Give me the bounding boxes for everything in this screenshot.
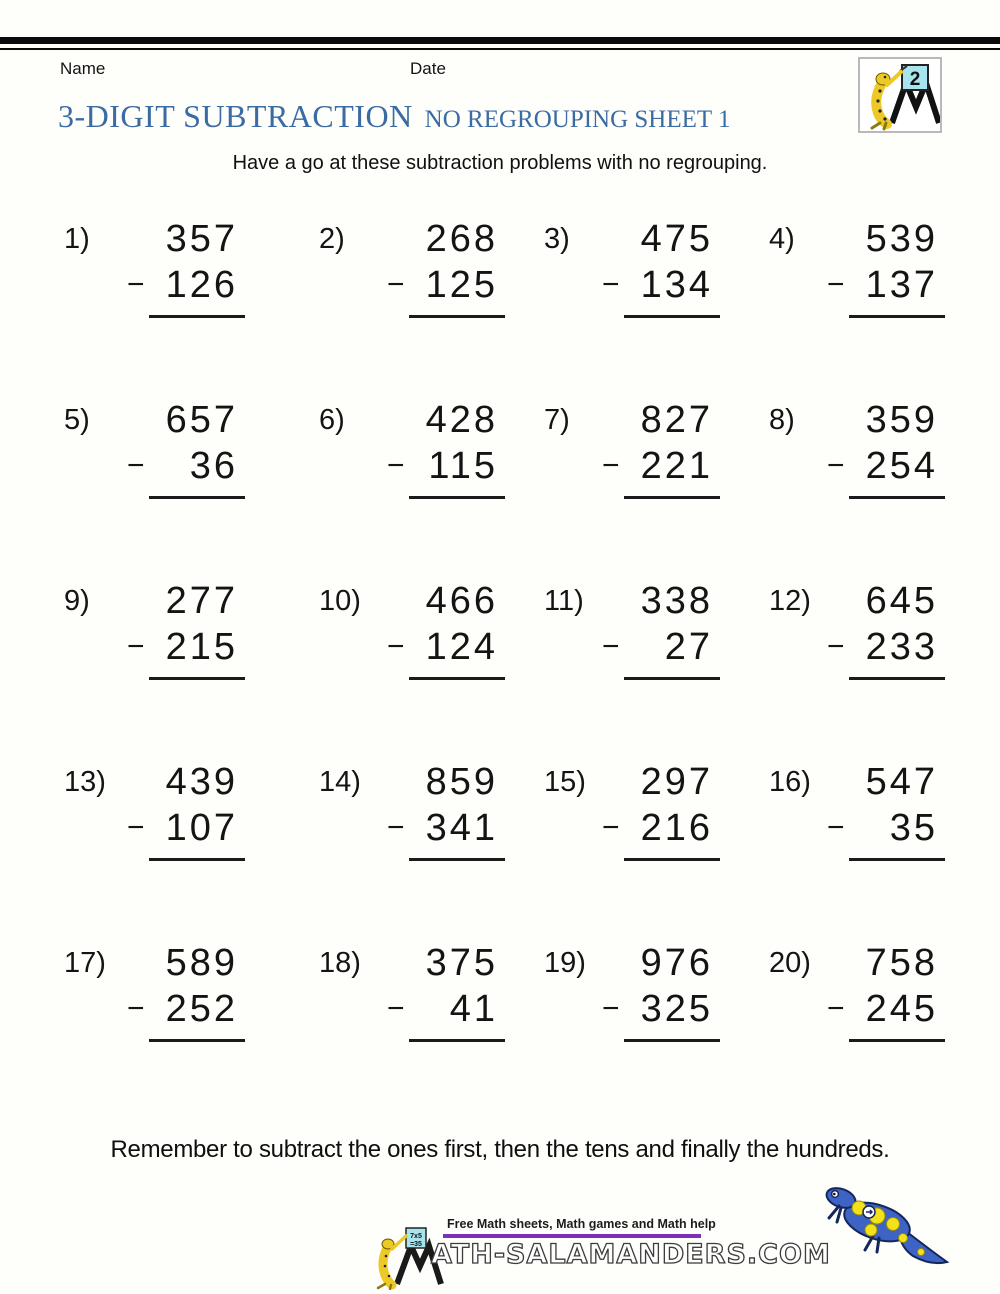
minuend: 357 — [165, 218, 238, 260]
minus-sign: − — [602, 992, 620, 1025]
subtraction-problem — [60, 940, 238, 1042]
subtrahend: 254 — [865, 445, 938, 487]
minuend: 375 — [425, 942, 498, 984]
problem-number: 16) — [769, 766, 811, 798]
problem-number: 3) — [544, 223, 570, 255]
subtrahend: 134 — [640, 264, 713, 306]
minuend: 428 — [425, 399, 498, 441]
minus-sign: − — [127, 811, 145, 844]
minus-sign: − — [387, 630, 405, 663]
problem-number: 11) — [544, 585, 584, 617]
minus-sign: − — [827, 268, 845, 301]
answer-line — [849, 854, 945, 861]
answer-line — [149, 311, 245, 318]
problem-number: 8) — [769, 404, 795, 436]
minuend: 539 — [865, 218, 938, 260]
subtraction-problem — [315, 940, 498, 1042]
answer-line — [624, 854, 720, 861]
footer-tagline: Free Math sheets, Math games and Math help — [447, 1217, 716, 1231]
subtraction-problem — [60, 397, 238, 499]
problem-number: 6) — [319, 404, 345, 436]
name-label: Name — [60, 59, 106, 78]
minus-sign: − — [387, 449, 405, 482]
minuend: 859 — [425, 761, 498, 803]
answer-line — [849, 673, 945, 680]
minus-sign: − — [127, 268, 145, 301]
subtrahend: 41 — [449, 988, 498, 1030]
subtraction-problem — [315, 216, 498, 318]
badge-number: 2 — [909, 69, 921, 90]
problem-number: 9) — [64, 585, 90, 617]
subtraction-problem — [540, 397, 713, 499]
minus-sign: − — [827, 630, 845, 663]
brand-logo-badge — [858, 57, 942, 133]
problem-number: 10) — [319, 585, 361, 617]
subtrahend: 215 — [165, 626, 238, 668]
minus-sign: − — [602, 268, 620, 301]
subtrahend: 125 — [425, 264, 498, 306]
subtrahend: 341 — [425, 807, 498, 849]
minus-sign: − — [387, 811, 405, 844]
answer-line — [149, 1035, 245, 1042]
page-title-sub: NO REGROUPING SHEET 1 — [424, 106, 731, 133]
minuend: 657 — [165, 399, 238, 441]
footer-site-name: ATH-SALAMANDERS.COM — [431, 1239, 831, 1270]
subtraction-problem — [315, 759, 498, 861]
answer-line — [409, 1035, 505, 1042]
answer-line — [409, 492, 505, 499]
salamander-easel-icon — [860, 59, 940, 131]
subtrahend: 233 — [865, 626, 938, 668]
subtrahend: 126 — [165, 264, 238, 306]
minus-sign: − — [127, 992, 145, 1025]
minus-sign: − — [827, 811, 845, 844]
problem-number: 4) — [769, 223, 795, 255]
subtrahend: 107 — [165, 807, 238, 849]
answer-line — [409, 854, 505, 861]
subtrahend: 252 — [165, 988, 238, 1030]
problem-number: 15) — [544, 766, 586, 798]
problems-grid — [60, 216, 940, 1042]
minuend: 475 — [640, 218, 713, 260]
subtraction-problem — [540, 940, 713, 1042]
minuend: 758 — [865, 942, 938, 984]
subtrahend: 27 — [664, 626, 713, 668]
subtraction-problem — [540, 759, 713, 861]
problem-number: 12) — [769, 585, 811, 617]
minus-sign: − — [387, 268, 405, 301]
blue-salamander-illustration — [815, 1172, 965, 1272]
page-title-main: 3-DIGIT SUBTRACTION — [58, 98, 413, 134]
answer-line — [849, 311, 945, 318]
subtraction-problem — [540, 216, 713, 318]
svg-text:=35: =35 — [410, 1241, 422, 1248]
answer-line — [149, 854, 245, 861]
subtrahend: 221 — [640, 445, 713, 487]
subtraction-problem — [60, 578, 238, 680]
subtraction-problem — [315, 578, 498, 680]
subtraction-problem — [765, 397, 938, 499]
problem-number: 7) — [544, 404, 570, 436]
subtrahend: 137 — [865, 264, 938, 306]
problem-number: 20) — [769, 947, 811, 979]
minus-sign: − — [387, 992, 405, 1025]
minuend: 589 — [165, 942, 238, 984]
minus-sign: − — [602, 811, 620, 844]
problem-number: 18) — [319, 947, 361, 979]
problem-number: 1) — [64, 223, 90, 255]
page-title — [58, 98, 730, 135]
answer-line — [409, 673, 505, 680]
reminder-text: Remember to subtract the ones first, then the tens and finally the hundreds. — [110, 1136, 890, 1163]
answer-line — [149, 492, 245, 499]
minuend: 277 — [165, 580, 238, 622]
svg-text:7x5: 7x5 — [410, 1233, 422, 1240]
answer-line — [149, 673, 245, 680]
subtraction-problem — [765, 940, 938, 1042]
footer-divider — [443, 1234, 701, 1238]
minuend: 827 — [640, 399, 713, 441]
minus-sign: − — [602, 630, 620, 663]
minuend: 976 — [640, 942, 713, 984]
subtraction-problem — [315, 397, 498, 499]
minuend: 547 — [865, 761, 938, 803]
answer-line — [624, 311, 720, 318]
minus-sign: − — [127, 630, 145, 663]
answer-line — [849, 492, 945, 499]
answer-line — [409, 311, 505, 318]
problem-number: 13) — [64, 766, 106, 798]
subtrahend: 124 — [425, 626, 498, 668]
minuend: 439 — [165, 761, 238, 803]
problem-number: 5) — [64, 404, 90, 436]
subtrahend: 325 — [640, 988, 713, 1030]
problem-number: 14) — [319, 766, 361, 798]
minuend: 297 — [640, 761, 713, 803]
subtrahend: 35 — [889, 807, 938, 849]
problem-number: 17) — [64, 947, 106, 979]
subtraction-problem — [60, 216, 238, 318]
minuend: 466 — [425, 580, 498, 622]
minuend: 268 — [425, 218, 498, 260]
answer-line — [849, 1035, 945, 1042]
problem-number: 19) — [544, 947, 586, 979]
subtraction-problem — [765, 759, 938, 861]
subtraction-problem — [60, 759, 238, 861]
subtrahend: 115 — [428, 445, 498, 487]
subtraction-problem — [765, 578, 938, 680]
top-border-rule — [0, 37, 1000, 50]
subtraction-problem — [765, 216, 938, 318]
footer-brand — [373, 1216, 831, 1290]
answer-line — [624, 673, 720, 680]
problem-number: 2) — [319, 223, 345, 255]
answer-line — [624, 492, 720, 499]
subtrahend: 245 — [865, 988, 938, 1030]
minus-sign: − — [127, 449, 145, 482]
minuend: 338 — [640, 580, 713, 622]
minus-sign: − — [602, 449, 620, 482]
subtraction-problem — [540, 578, 713, 680]
minuend: 359 — [865, 399, 938, 441]
subtrahend: 36 — [189, 445, 238, 487]
instruction-text: Have a go at these subtraction problems with no regrouping. — [232, 152, 768, 174]
minus-sign: − — [827, 449, 845, 482]
answer-line — [624, 1035, 720, 1042]
date-label: Date — [410, 59, 446, 78]
minus-sign: − — [827, 992, 845, 1025]
subtrahend: 216 — [640, 807, 713, 849]
minuend: 645 — [865, 580, 938, 622]
